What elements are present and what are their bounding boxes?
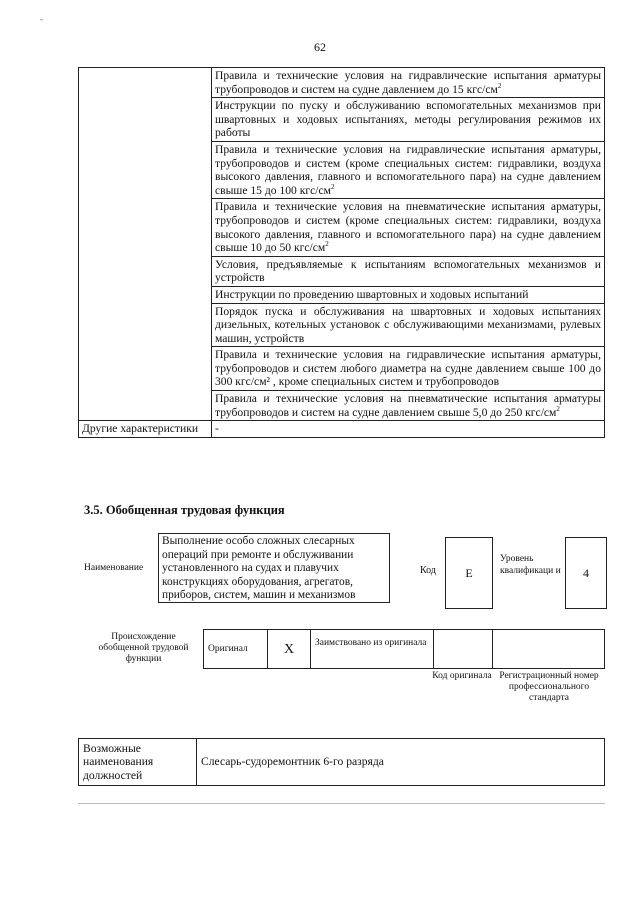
requirement-text: Правила и технические условия на гидравлические испытания арматуры, трубопроводов и систем (кроме специальных систем: гидравлики, воздуха высокого давления, главного и вспомогательного пара) на судне давлением свыше 15 до 100 кгс/$см^2$ [212, 141, 605, 198]
table-row [79, 421, 605, 438]
page-number: 62 [314, 40, 326, 54]
requirement-text: Правила и технические условия на пневматические испытания арматуры, трубопроводов и систем (кроме специальных систем: гидравлики, воздуха высокого давления, главного и вспомогательного пара) на судне давлением свыше 10 до 50 кгс/$см^2$ [212, 199, 605, 256]
borrowed-label: Заимствовано из оригинала [311, 630, 434, 669]
original-label: Оригинал [204, 630, 268, 669]
table-row [79, 68, 605, 98]
name-label: Наименование [84, 563, 144, 573]
other-characteristics-label: Другие характеристики [79, 421, 212, 438]
code-label: Код [420, 565, 436, 576]
requirement-text: Инструкции по пуску и обслуживанию вспомогательных механизмов при швартовных и ходовых испытаниях, методы регулирования режимов их работы [212, 98, 605, 142]
requirement-text: Порядок пуска и обслуживания на швартовных и ходовых испытаниях дизельных, котельных установок с обслуживающими механизмами, рулевых машин, устройств [212, 303, 605, 347]
requirement-text: Условия, предъявляемые к испытаниям вспомогательных механизмов и устройств [212, 256, 605, 286]
requirement-text: Правила и технические условия на гидравлические испытания арматуры, трубопроводов и систем любого диаметра на судне давлением свыше 100 до 300 кгс/см² , кроме специальных систем и трубопроводов [212, 347, 605, 391]
qualification-level-label: Уровень квалификаци и [500, 554, 561, 576]
row-label-cell [79, 68, 212, 421]
registration-number-caption: Регистрационный номер профессионального стандарта [499, 671, 599, 703]
requirement-text: Инструкции по проведению швартовных и ходовых испытаний [212, 286, 605, 303]
positions-value: Слесарь-судоремонтник 6-го разряда [197, 739, 605, 786]
positions-table [78, 738, 605, 786]
code-box: E [445, 537, 493, 609]
origin-label: Происхождение обобщенной трудовой функции [98, 632, 189, 664]
requirements-table [78, 67, 605, 438]
registration-number-cell [493, 630, 605, 669]
function-name-box: Выполнение особо сложных слесарных операций при ремонте и обслуживании установленного на судах и плавучих конструкциях оборудования, агрегатов, приборов, систем, машин и механизмов [158, 533, 390, 603]
positions-label: Возможные наименования должностей [79, 739, 197, 786]
requirement-text: Правила и технические условия на гидравлические испытания арматуры трубопроводов и систем на судне давлением до 15 кгс/$см^2$ [212, 68, 605, 98]
origin-table [203, 629, 605, 669]
original-code-cell [434, 630, 493, 669]
requirement-text: Правила и технические условия на пневматические испытания арматуры трубопроводов и систем на судне давлением свыше 5,0 до 250 кгс/$см^2$ [212, 391, 605, 421]
corner-mark: - [40, 14, 43, 24]
qualification-level-box: 4 [565, 537, 607, 609]
original-code-caption: Код оригинала [432, 671, 492, 681]
other-characteristics-value: - [212, 421, 605, 438]
section-title: 3.5. Обобщенная трудовая функция [84, 503, 285, 517]
original-mark: X [268, 630, 311, 669]
divider [78, 803, 605, 804]
